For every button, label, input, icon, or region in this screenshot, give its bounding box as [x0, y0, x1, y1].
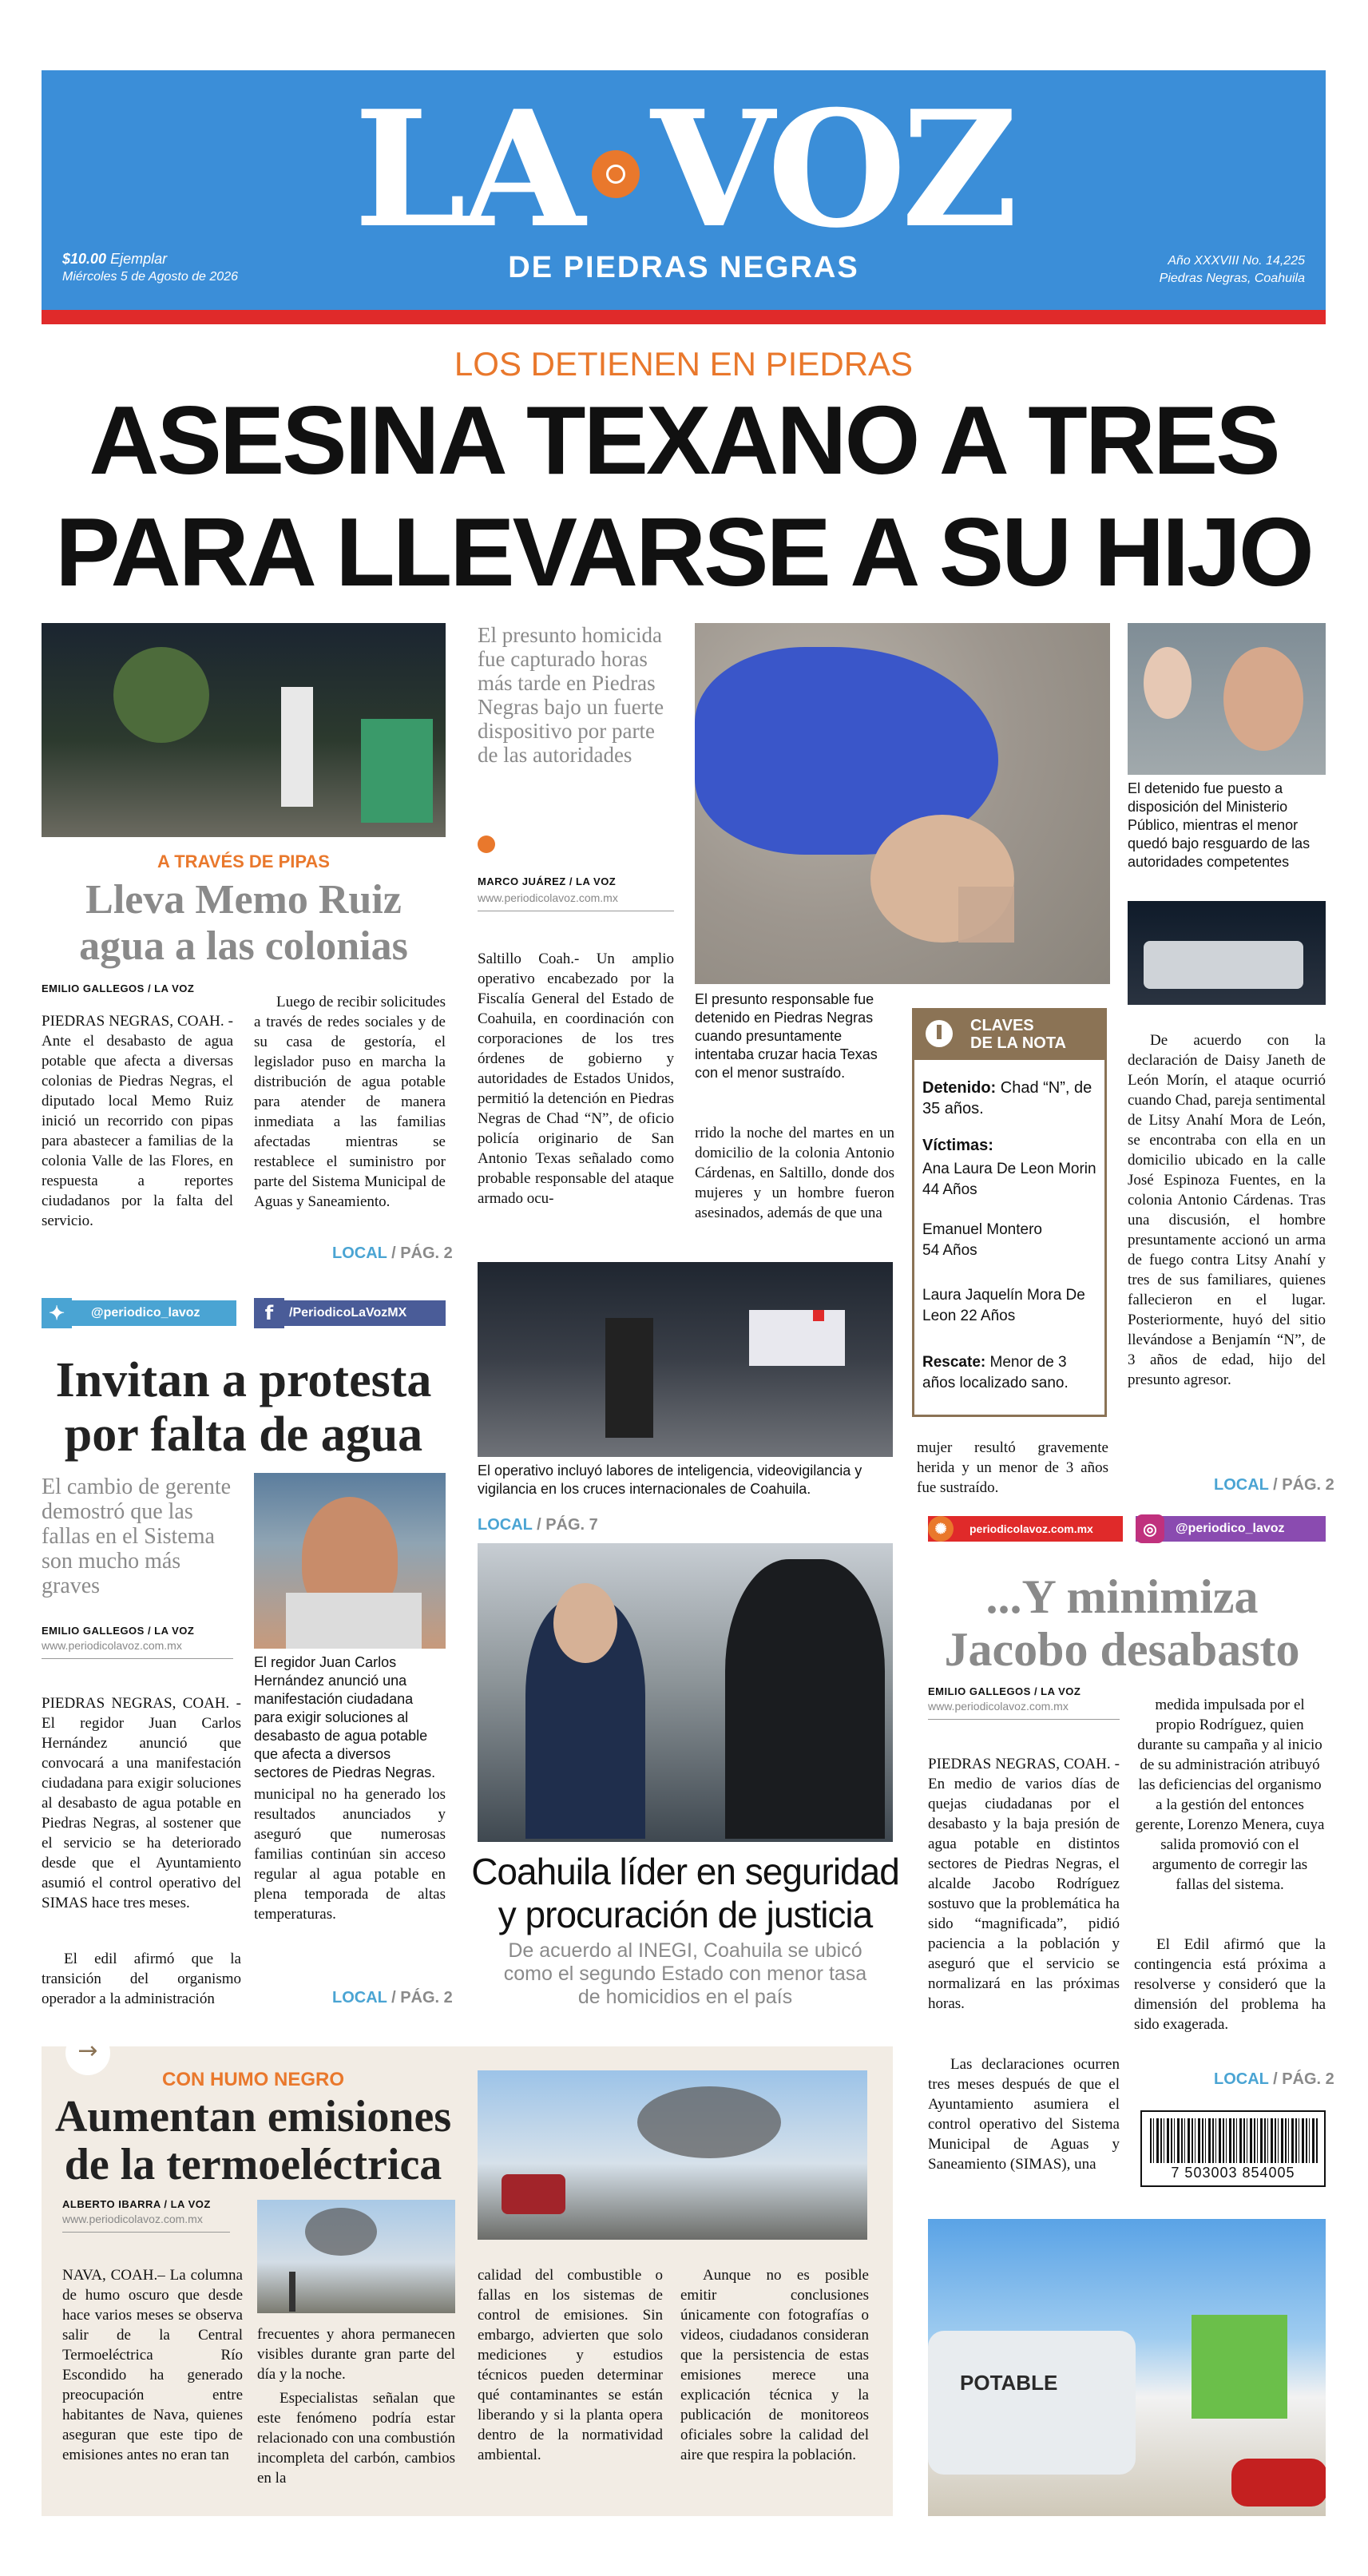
- lead-kicker: LOS DETIENEN EN PIEDRAS: [454, 345, 914, 383]
- lead-body-col4: De acuerdo con la declaración de Daisy Janeth de León Morín, el ataque ocurrió cuando Chad, pareja sentimental de Litsy Anahí Mora de León, se encontraba con ella en un domicilio ubicado en la calle José Espinoza Fuentes, en la colonia Antonio Cárdenas. Tras una discusión, el hombre presuntamente accionó un arma de fuego contra Litsy Anahí y tres de sus familiares, quienes fallecieron en el lugar. Posteriormente, huyó del sitio llevándose a Benjamín “N”, de 3 años de edad, hijo del presunto agresor.: [1128, 1032, 1326, 1388]
- jacobo-jump-page: PÁG. 2: [1282, 2070, 1334, 2088]
- lead-caption-main: El presunto responsable fue detenido en Piedras Negras cuando presuntamente intentaba cruzar hacia Texas con el menor sustraído.: [695, 991, 878, 1081]
- protesta-jump: LOCAL / PÁG. 2: [332, 1989, 453, 2006]
- barcode-number: 7 503003 854005: [1171, 2165, 1295, 2181]
- lead-byline: MARCO JUÁREZ / LA VOZ: [478, 875, 617, 887]
- termo-body-col1: NAVA, COAH.– La columna de humo oscuro que desde hace varios meses se observa salir de la Central Termoeléctrica Río Escondido ha generado preocupación entre habitantes de Nava, quienes aseguran que este tipo de emisiones antes no eran tan: [62, 2267, 243, 2463]
- lead-headline-line2: PARA LLEVARSE A SU HIJO: [55, 498, 1312, 606]
- jacobo-headline: ...Y minimiza Jacobo desabasto: [944, 1570, 1300, 1676]
- protesta-jump-section: LOCAL: [332, 1989, 387, 2006]
- pipas-jump: LOCAL / PÁG. 2: [332, 1244, 453, 1262]
- jacobo-body-col1: PIEDRAS NEGRAS, COAH. - En medio de varios días de quejas ciudadanas por el desabasto y la baja presión de agua potable en distintos sectores de Piedras Negras, el alcalde Jacobo Rodríguez sostuvo que la problemática ha sido “magnificada”, pidió paciencia a la población y aseguró que el servicio se normalizará en las próximas horas.: [928, 1756, 1120, 2012]
- barcode-bars: [1150, 2118, 1318, 2163]
- claves-detenido-label: Detenido:: [922, 1079, 997, 1097]
- protesta-rule: [42, 1658, 233, 1659]
- protesta-body-col2: municipal no ha generado los resultados anunciados y aseguró que numerosas familias continúan sin acceso regular al agua potable en plena temporada de altas temperaturas.: [254, 1786, 446, 1923]
- lead-jump: LOCAL / PÁG. 2: [1214, 1476, 1334, 1494]
- seguridad-headline: Coahuila líder en seguridad y procuración de justicia: [471, 1851, 899, 1935]
- orange-dot-icon: [478, 836, 495, 853]
- protesta-headline: Invitan a protesta por falta de agua: [55, 1353, 432, 1462]
- claves-victima-3: Laura Jaquelín Mora De Leon 22 Años: [922, 1287, 1085, 1324]
- pipas-headline: Lleva Memo Ruiz agua a las colonias: [79, 877, 408, 969]
- termo-body-col4: Aunque no es posible emitir conclusiones únicamente con fotografías o videos, ciudadanos consideran que la persistencia de estas emisiones merece una explicación técnica y la publicación de monitoreos oficiales sobre la calidad del aire que respira la población.: [680, 2267, 869, 2463]
- pipas-body-col2: Luego de recibir solicitudes a través de redes sociales y de su casa de gestoría, el legislador puso en marcha la distribución de agua potable para atender de manera inmediata a las familias afectadas mientras se restablece el suministro por parte del Sistema Municipal de Aguas y Saneamiento.: [254, 994, 446, 1210]
- masthead-price: [62, 251, 167, 268]
- pipas-byline: EMILIO GALLEGOS / LA VOZ: [42, 982, 195, 994]
- price-value: $10.00: [62, 251, 107, 267]
- claves-rescate-label: Rescate:: [922, 1354, 986, 1371]
- photo-detained-suspect: [695, 623, 1110, 984]
- sun-logo-icon: [592, 150, 640, 198]
- claves-header: [914, 1010, 1104, 1060]
- truck-label: POTABLE: [960, 2371, 1058, 2395]
- pin-icon: [926, 1020, 953, 1047]
- photo-water-distribution: [42, 623, 446, 837]
- protesta-deck: El cambio de gerente demostró que las fallas en el Sistema son mucho más graves: [42, 1475, 232, 1598]
- twitter-link[interactable]: [42, 1300, 236, 1326]
- lead-jump-section: LOCAL: [1214, 1476, 1269, 1494]
- photo-plant-emissions-small: [257, 2200, 455, 2313]
- instagram-link[interactable]: [1136, 1516, 1326, 1542]
- pipas-jump-section: LOCAL: [332, 1244, 387, 1262]
- masthead: [42, 70, 1326, 310]
- facebook-handle: /PeriodicoLaVozMX: [289, 1306, 407, 1320]
- jacobo-body-col2: medida impulsada por el propio Rodríguez, quien durante su campaña y al inicio de su administración atribuyó las deficiencias del organismo a la gestión del entonces gerente, Lorenzo Menera, cuya salida promovió con el argumento de corregir las fallas del sistema.: [1135, 1697, 1325, 1893]
- jacobo-byline: EMILIO GALLEGOS / LA VOZ: [928, 1685, 1081, 1697]
- termo-rule: [62, 2232, 230, 2233]
- pipas-body-col1: PIEDRAS NEGRAS, COAH. - Ante el desabasto de agua potable que afecta a diversas colonias de Piedras Negras, el diputado local Memo Ruiz inició un recorrido con pipas para abastecer a familias de la colonia Valle de las Flores, en respuesta a reportes ciudadanos por la falta del servicio.: [42, 1013, 233, 1229]
- lead-caption-operativo: El operativo incluyó labores de inteligencia, videovigilancia y vigilancia en los cruces internacionales de Coahuila.: [478, 1463, 862, 1497]
- lead-body-col3: mujer resultó gravemente herida y un menor de 3 años fue sustraído.: [917, 1439, 1108, 1496]
- termo-byline: ALBERTO IBARRA / LA VOZ: [62, 2198, 211, 2210]
- photo-water-truck: [928, 2219, 1326, 2516]
- masthead-title-right: VOZ: [650, 76, 1013, 264]
- lead-deck: El presunto homicida fue capturado horas más tarde en Piedras Negras bajo un fuerte dispositivo por parte de las autoridades: [478, 623, 664, 767]
- termo-headline: Aumentan emisiones de la termoeléctrica: [54, 2092, 452, 2189]
- claves-victimas-label: Víctimas:: [922, 1137, 993, 1154]
- claves-victima-1: Ana Laura De Leon Morin 44 Años: [922, 1161, 1096, 1198]
- seguridad-jump: LOCAL / PÁG. 7: [478, 1516, 598, 1534]
- protesta-url: www.periodicolavoz.com.mx: [42, 1639, 182, 1652]
- barcode: [1140, 2110, 1326, 2187]
- masthead-date: Miércoles 5 de Agosto de 2026: [62, 270, 238, 284]
- protesta-caption: El regidor Juan Carlos Hernández anunció una manifestación ciudadana para exigir soluciones al desabasto de agua potable que afecta a diversos sectores de Piedras Negras.: [254, 1654, 436, 1780]
- claves-victima-2: Emanuel Montero 54 Años: [922, 1221, 1042, 1259]
- instagram-icon: ◎: [1136, 1514, 1164, 1543]
- sun-web-icon: ✺: [928, 1516, 954, 1542]
- lead-caption-right: El detenido fue puesto a disposición del Ministerio Público, mientras el menor quedó bajo resguardo de las autoridades competentes: [1128, 780, 1311, 870]
- arrow-right-icon: →: [65, 2030, 110, 2075]
- protesta-body-col1b: El edil afirmó que la transición del organismo operador a la administración: [42, 1951, 241, 2007]
- lead-body-col2: rrido la noche del martes en un domicilio de la colonia Antonio Cárdenas, en Saltillo, donde dos mujeres y un hombre fueron asesinados, además de que una: [695, 1125, 894, 1221]
- photo-pickup-truck: [1128, 901, 1326, 1005]
- price-label: Ejemplar: [110, 251, 168, 267]
- masthead-red-bar: [42, 310, 1326, 324]
- claves-rescate: [922, 1352, 1098, 1394]
- facebook-link[interactable]: [254, 1300, 446, 1326]
- seguridad-jump-section: LOCAL: [478, 1516, 533, 1534]
- claves-title-2: DE LA NOTA: [970, 1034, 1066, 1052]
- lead-jump-page: PÁG. 2: [1282, 1476, 1334, 1494]
- photo-suspect-selfie: [1128, 623, 1326, 775]
- facebook-icon: f: [254, 1298, 284, 1328]
- claves-detenido-value: Chad “N”, de 35 años.: [922, 1079, 1092, 1117]
- lead-url: www.periodicolavoz.com.mx: [478, 891, 618, 904]
- photo-governor-security: [478, 1543, 893, 1842]
- web-address: periodicolavoz.com.mx: [969, 1522, 1093, 1535]
- pipas-jump-page: PÁG. 2: [400, 1244, 453, 1262]
- jacobo-url: www.periodicolavoz.com.mx: [928, 1700, 1069, 1713]
- web-link[interactable]: [928, 1516, 1123, 1542]
- jacobo-body-col1b: Las declaraciones ocurren tres meses después de que el Ayuntamiento asumiera el control operativo del Sistema Municipal de Aguas y Saneamiento (SIMAS), una: [928, 2056, 1120, 2173]
- masthead-issue: Año XXXVIII No. 14,225: [1168, 254, 1305, 268]
- masthead-location: Piedras Negras, Coahuila: [1159, 272, 1305, 285]
- termo-body-col2: frecuentes y ahora permanecen visibles durante gran parte del día y la noche.: [257, 2326, 455, 2383]
- protesta-byline: EMILIO GALLEGOS / LA VOZ: [42, 1625, 195, 1637]
- claves-rescate-value: Menor de 3 años localizado sano.: [922, 1354, 1069, 1391]
- claves-box: [912, 1008, 1107, 1417]
- instagram-handle: @periodico_lavoz: [1176, 1522, 1285, 1535]
- seguridad-jump-page: PÁG. 7: [545, 1516, 598, 1534]
- jacobo-body-col2b: El Edil afirmó que la contingencia está próxima a resolverse y consideró que la dimensión del problema ha sido exagerada.: [1134, 1936, 1326, 2033]
- jacobo-rule: [928, 1719, 1120, 1720]
- claves-detenido: [922, 1078, 1098, 1119]
- termo-kicker: CON HUMO NEGRO: [162, 2069, 344, 2090]
- twitter-icon: ✦: [42, 1298, 72, 1328]
- protesta-body-col1: PIEDRAS NEGRAS, COAH. - El regidor Juan Carlos Hernández anunció que convocará a una manifestación ciudadana para exigir soluciones al desabasto de agua potable en Piedras Negras, al sostener que el servicio se ha deteriorado desde que el Ayuntamiento asumió el control operativo del SIMAS hace tres meses.: [42, 1695, 241, 1911]
- lead-headline-line1: ASESINA TEXANO A TRES: [89, 386, 1279, 494]
- photo-police-operation: [478, 1262, 893, 1457]
- photo-plant-emissions: [478, 2070, 867, 2240]
- termo-url: www.periodicolavoz.com.mx: [62, 2213, 203, 2225]
- pipas-kicker: A TRAVÉS DE PIPAS: [157, 851, 330, 871]
- claves-title-1: CLAVES: [970, 1017, 1034, 1034]
- masthead-title-left: LA: [354, 76, 581, 264]
- lead-body-col1: Saltillo Coah.- Un amplio operativo encabezado por la Fiscalía General del Estado de Coahuila, en coordinación con corporaciones de los tres órdenes de gobierno y autoridades de Estados Unidos, permitió la detención en Piedras Negras de Chad “N”, de oficio policía originario de San Antonio Texas señalado como probable responsable del ataque armado ocu-: [478, 951, 674, 1207]
- protesta-jump-page: PÁG. 2: [400, 1989, 453, 2006]
- termo-body-col2b: Especialistas señalan que este fenómeno podría estar relacionado con una combustión incompleta del carbón, cambios en la: [257, 2390, 455, 2487]
- twitter-handle: @periodico_lavoz: [91, 1306, 200, 1320]
- jacobo-jump-section: LOCAL: [1214, 2070, 1269, 2088]
- termo-body-col3: calidad del combustible o fallas en los sistemas de control de emisiones. Sin embargo, advierten que solo mediciones y estudios técnicos pueden determinar qué contaminantes se están liberando y si la planta opera dentro de la normatividad ambiental.: [478, 2267, 663, 2463]
- jacobo-jump: LOCAL / PÁG. 2: [1214, 2070, 1334, 2088]
- masthead-subtitle: DE PIEDRAS NEGRAS: [508, 251, 859, 284]
- photo-regidor: [254, 1473, 446, 1649]
- seguridad-deck: De acuerdo al INEGI, Coahuila se ubicó como el segundo Estado con menor tasa de homicidios en el país: [503, 1939, 867, 2008]
